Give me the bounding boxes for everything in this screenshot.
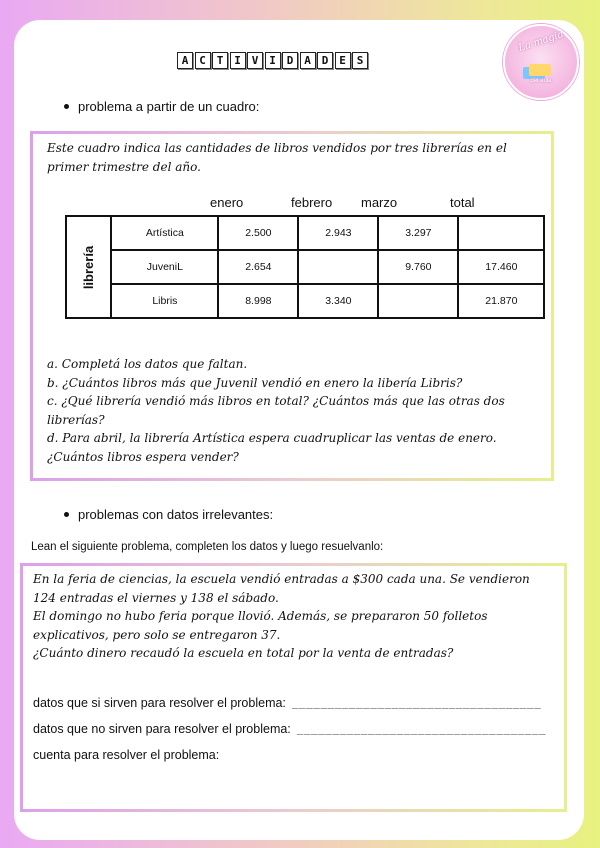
table-cell (298, 250, 378, 284)
section1-questions (47, 355, 537, 466)
fill-in-calculation (33, 748, 219, 762)
title-letter: V (247, 52, 263, 69)
bullet-icon (64, 512, 69, 517)
question-c: c. ¿Qué librería vendió más libros en total? ¿Cuántos más que las otras dos librerías? (47, 394, 505, 427)
title-letter: S (352, 52, 368, 69)
section1-heading (64, 99, 259, 114)
sales-table (65, 215, 545, 319)
title-letter: I (230, 52, 246, 69)
problem-paragraph: En la feria de ciencias, la escuela vendió entradas a $300 cada una. Se vendieron 124 entradas el viernes y 138 el sábado. (33, 572, 530, 605)
fill-in-label: datos que si sirven para resolver el problema: (33, 696, 286, 710)
title-letter: D (282, 52, 298, 69)
answer-blank[interactable]: ___________________________________ (296, 722, 547, 735)
page-title (177, 52, 370, 69)
table-row (66, 250, 544, 284)
title-letter: E (335, 52, 351, 69)
brand-logo (503, 24, 579, 100)
logo-subtext: del aula (530, 78, 552, 84)
answer-blank[interactable]: ___________________________________ (291, 696, 542, 709)
question-b: b. ¿Cuántos libros más que Juvenil vendió en enero la libería Libris? (47, 375, 463, 390)
section1-intro: Este cuadro indica las cantidades de libros vendidos por tres librerías en el primer trimestre del año. (47, 141, 507, 174)
table-cell: 2.654 (218, 250, 298, 284)
fill-in-useless-data (33, 722, 546, 736)
side-label: librería (81, 245, 97, 289)
table-cell (378, 284, 458, 318)
table-cell: 8.998 (218, 284, 298, 318)
title-letter: I (265, 52, 281, 69)
question-d: d. Para abril, la librería Artística espera cuadruplicar las ventas de enero. ¿Cuántos libros espera vender? (47, 431, 497, 464)
row-name: Artística (111, 216, 218, 250)
question-a: a. Completá los datos que faltan. (47, 357, 248, 371)
title-letter: T (212, 52, 228, 69)
column-header-total: total (450, 195, 475, 210)
section2-instruction: Lean el siguiente problema, completen los datos y luego resuelvanlo: (31, 541, 384, 553)
table-cell: 2.943 (298, 216, 378, 250)
column-header-febrero: febrero (291, 195, 333, 210)
fill-in-label: cuenta para resolver el problema: (33, 748, 220, 762)
table-cell (458, 216, 544, 250)
table-row (66, 216, 544, 250)
title-letter: A (300, 52, 316, 69)
table-cell: 17.460 (458, 250, 544, 284)
title-letter: C (195, 52, 211, 69)
column-header-enero: enero (210, 195, 244, 210)
table-cell: 9.760 (378, 250, 458, 284)
table-cell: 2.500 (218, 216, 298, 250)
fill-in-label: datos que no sirven para resolver el problema: (33, 722, 291, 736)
problem-paragraph: ¿Cuánto dinero recaudó la escuela en total por la venta de entradas? (33, 646, 454, 660)
table-cell: 21.870 (458, 284, 544, 318)
book-icon (529, 64, 551, 76)
table-row (66, 284, 544, 318)
section2-problem (33, 570, 553, 663)
row-name: Libris (111, 284, 218, 318)
column-header-marzo: marzo (361, 195, 398, 210)
logo-text: La magia (517, 29, 565, 54)
bullet-icon (64, 104, 69, 109)
table-cell: 3.340 (298, 284, 378, 318)
fill-in-useful-data (33, 696, 541, 710)
section1-heading-text: problema a partir de un cuadro: (78, 99, 260, 114)
table-cell: 3.297 (378, 216, 458, 250)
row-name: JuveniL (111, 250, 218, 284)
problem-paragraph: El domingo no hubo feria porque llovió. Además, se prepararon 50 folletos explicativos, pero solo se entregaron 37. (33, 609, 488, 642)
side-label-cell (66, 216, 111, 318)
section2-heading (64, 507, 273, 522)
title-letter: A (177, 52, 193, 69)
title-letter: D (317, 52, 333, 69)
section2-heading-text: problemas con datos irrelevantes: (78, 507, 274, 522)
